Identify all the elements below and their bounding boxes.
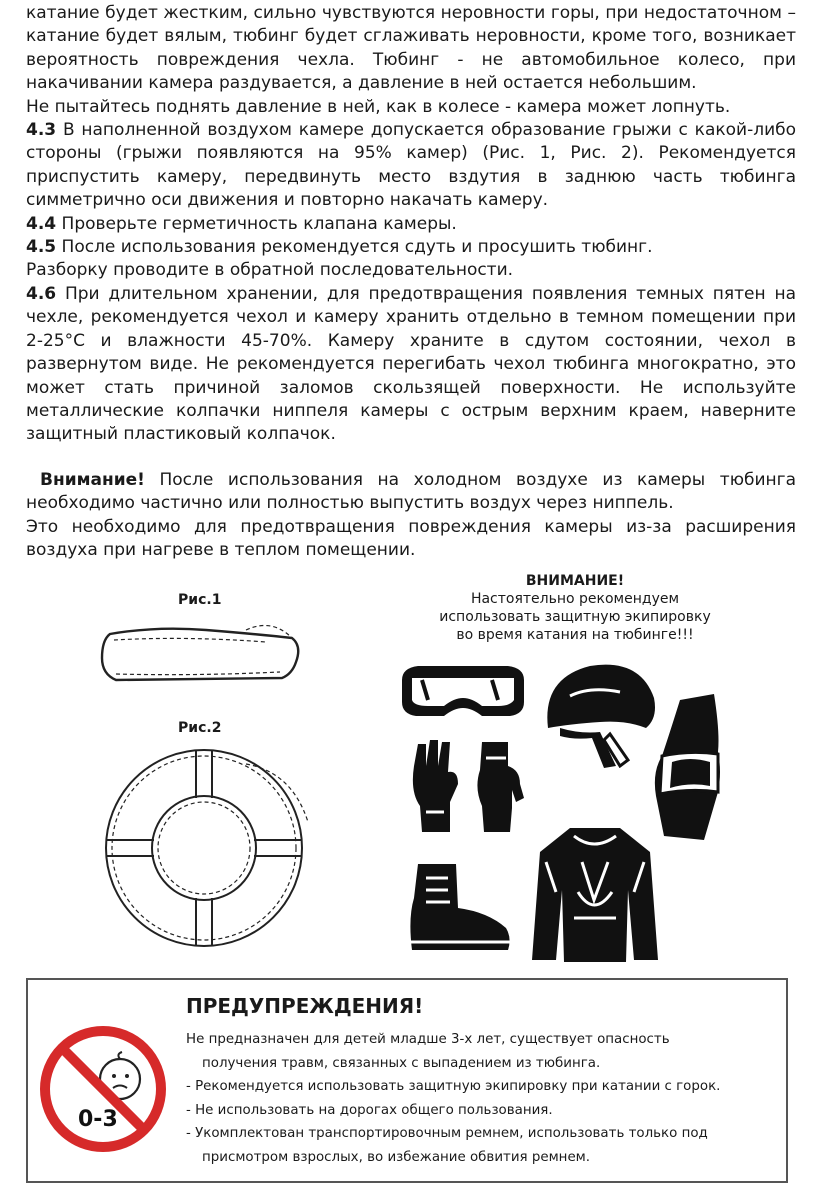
no-children-under-3-icon: [38, 1024, 168, 1154]
section-number: 4.3: [26, 120, 57, 141]
warnings-list: Не предназначен для детей младше 3-х лет, существует опасность получения травм, связанных с выпадением из тюбинга. - Рекомендуется использовать защитную экипировку при катании с горок. - Не использовать на дорогах общего пользования. - Укомплектован транспортировочным ремнем, использовать только под присмотром взрослых, во избежание обвития ремнем.: [186, 1032, 721, 1165]
section-4-5-cont: Разборку проводите в обратной последовательности.: [26, 260, 514, 281]
attention-paragraph-2: Это необходимо для предотвращения повреждения камеры из-за расширения воздуха при нагреве в теплом помещении.: [26, 516, 796, 560]
gloves-icon: [404, 736, 534, 836]
section-4-5: 4.5 После использования рекомендуется сдуть и просушить тюбинг.: [26, 237, 653, 258]
section-number: 4.5: [26, 237, 57, 258]
section-4-6: 4.6 При длительном хранении, для предотвращения появления темных пятен на чехле, рекомендуется чехол и камеру хранить отдельно в темном помещении при 2-25°С и влажности 45-70%. Камеру храните в сдутом состоянии, чехол в развернутом виде. Не рекомендуется перегибать чехол тюбинга многократно, это может стать причиной заломов скользящей поверхности. Не используйте металлические колпачки ниппеля камеры с острым верхним краем, наверните защитный пластиковый колпачок.: [26, 283, 796, 445]
section-number: 4.4: [26, 213, 57, 234]
manual-text: [26, 2, 796, 562]
knee-pad-icon: [650, 692, 730, 842]
figure-2-label: Рис.2: [178, 720, 222, 736]
gear-notice: ВНИМАНИЕ! Настоятельно рекомендуем использовать защитную экипировку во время катания на тюбинге!!!: [420, 572, 730, 644]
section-4-4: 4.4 Проверьте герметичность клапана камеры.: [26, 213, 457, 234]
paragraph-pressure: катание будет жестким, сильно чувствуются неровности горы, при недостаточном – катание будет вялым, тюбинг будет сглаживать неровности, кроме того, возникает вероятность повреждения чехла. Тюбинг - не автомобильное колесо, при накачивании камера раздувается, а давление в ней остается небольшим.: [26, 3, 796, 94]
warnings-title: ПРЕДУПРЕЖДЕНИЯ!: [186, 994, 424, 1018]
attention-paragraph: Внимание! После использования на холодном воздухе из камеры тюбинга необходимо частично или полностью выпустить воздух через ниппель.: [26, 469, 797, 514]
gear-notice-title: ВНИМАНИЕ!: [525, 573, 625, 589]
paragraph-pressure-warning: Не пытайтесь поднять давление в ней, как в колесе - камера может лопнуть.: [26, 96, 731, 117]
thermal-suit-icon: [530, 822, 660, 964]
helmet-icon: [540, 658, 660, 768]
section-4-3: 4.3 В наполненной воздухом камере допускается образование грыжи с какой-либо стороны (грыжи появляются на 95% камер) (Рис. 1, Рис. 2). Рекомендуется приспустить камеру, передвинуть место вздутия в заднюю часть тюбинга симметрично оси движения и повторно накачать камеру.: [26, 120, 797, 211]
warnings-box: [26, 978, 788, 1183]
attention-label: Внимание!: [40, 469, 145, 490]
boot-icon: [404, 858, 514, 958]
goggles-icon: [398, 660, 528, 722]
figure-2-tube-top-view: [96, 742, 316, 956]
figure-1-tube-side-view: [96, 612, 306, 694]
age-label: 0-3: [78, 1107, 118, 1132]
section-number: 4.6: [26, 283, 57, 304]
figure-1-label: Рис.1: [178, 592, 222, 608]
